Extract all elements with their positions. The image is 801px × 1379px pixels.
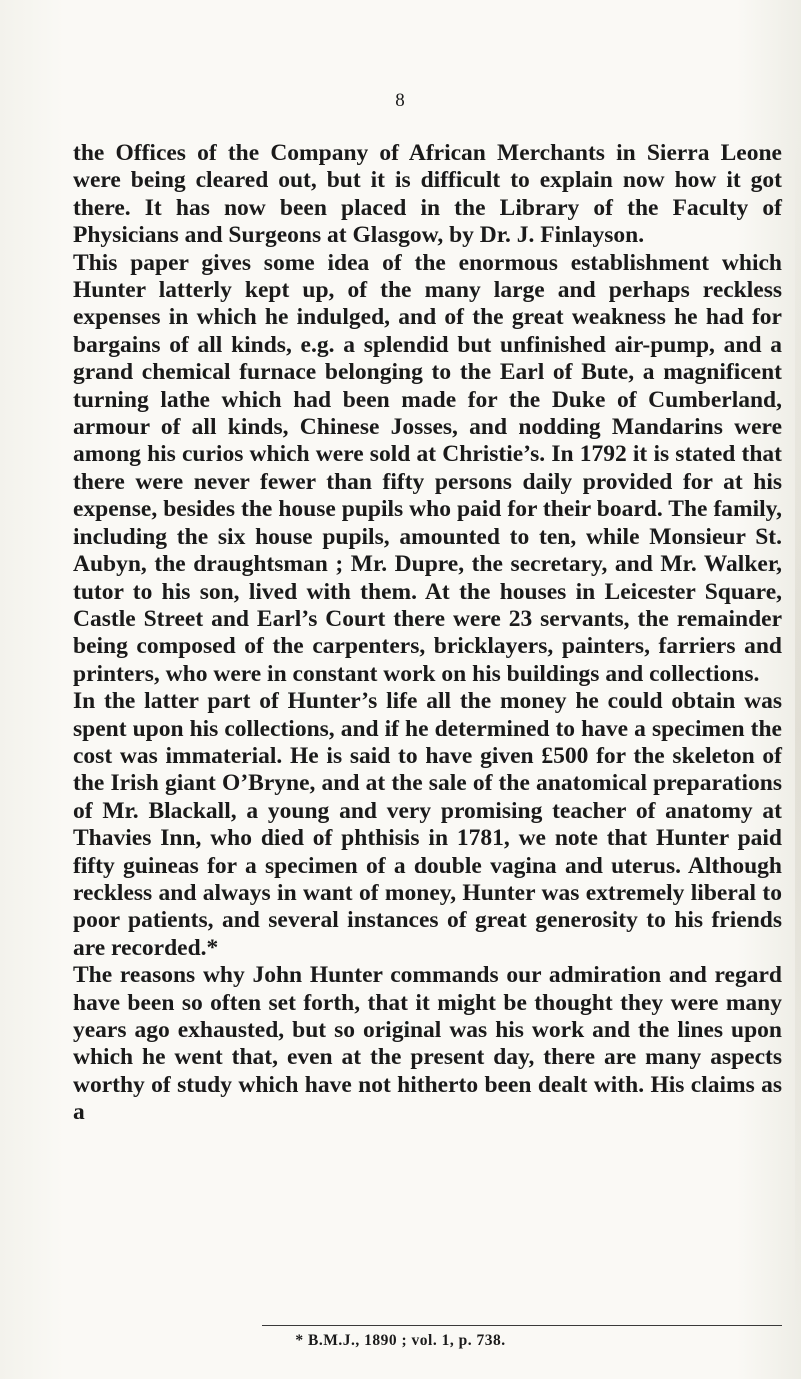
body-text: [73, 140, 782, 1127]
page-number: 8: [395, 90, 406, 111]
footnote-rule: [262, 1325, 782, 1326]
paragraph-4: The reasons why John Hunter commands our admiration and regard have been so often set forth, that it might be thought they were many years ago exhausted, but so original was his work and the lines upon which he went that, even at the present day, there are many aspects worthy of study which have not hitherto been dealt with. His claims as a: [73, 962, 782, 1126]
paragraph-1: the Offices of the Company of African Merchants in Sierra Leone were being cleared out, but it is difficult to explain now how it got there. It has now been placed in the Library of the Faculty of Physicians and Surgeons at Glasgow, by Dr. J. Finlayson.: [73, 140, 782, 249]
footnote: * B.M.J., 1890 ; vol. 1, p. 738.: [295, 1332, 506, 1349]
paragraph-3: In the latter part of Hunter’s life all the money he could obtain was spent upon his collections, and if he determined to have a specimen the cost was immaterial. He is said to have given £500 for the skeleton of the Irish giant O’Bryne, and at the sale of the anatomical preparations of Mr. Blackall, a young and very promising teacher of anatomy at Thavies Inn, who died of phthisis in 1781, we note that Hunter paid fifty guineas for a specimen of a double vagina and uterus. Although reckless and always in want of money, Hunter was extremely liberal to poor patients, and several instances of great generosity to his friends are recorded.*: [73, 688, 782, 961]
page-edge-shading: [795, 140, 801, 1320]
paragraph-2: This paper gives some idea of the enormous establishment which Hunter latterly kept up, of the many large and perhaps reckless expenses in which he indulged, and of the great weakness he had for bargains of all kinds, e.g. a splendid but unfinished air-pump, and a grand chemical furnace belonging to the Earl of Bute, a magnificent turning lathe which had been made for the Duke of Cumberland, armour of all kinds, Chinese Josses, and nodding Mandarins were among his curios which were sold at Christie’s. In 1792 it is stated that there were never fewer than fifty persons daily provided for at his expense, besides the house pupils who paid for their board. The family, including the six house pupils, amounted to ten, while Monsieur St. Aubyn, the draughtsman ; Mr. Dupre, the secretary, and Mr. Walker, tutor to his son, lived with them. At the houses in Leicester Square, Castle Street and Earl’s Court there were 23 servants, the remainder being composed of the carpenters, bricklayers, painters, farriers and printers, who were in constant work on his buildings and collections.: [73, 249, 782, 687]
